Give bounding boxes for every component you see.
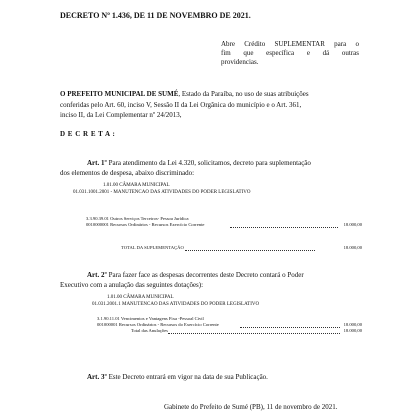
art1-resource-leader — [230, 227, 338, 228]
ementa — [221, 40, 359, 67]
art1-resource: 0010000001 Recursos Ordinários - Recursos Exercício Corrente — [86, 222, 205, 227]
preamble — [60, 89, 360, 121]
art1-line-1: Art. 1º Para atendimento da Lei 4.320, solicitamos, decreto para suplementação — [87, 159, 311, 167]
art2-total-leader — [168, 333, 340, 334]
art3-label: Art. 3º — [87, 373, 107, 381]
ementa-line-1: Abre Crédito SUPLEMENTAR para o — [221, 40, 359, 48]
preamble-line-3: inciso II, da Lei Complementar nº 24/2013, — [60, 111, 182, 119]
art2-resource: 001000001 Recursos Ordinários - Recursos do Exercício Corrente — [97, 322, 219, 327]
art2-line-1: Art. 2º Para fazer face as despesas decorrentes deste Decreto contará o Poder — [87, 271, 304, 279]
art2-unit: 01.031.2001.1 MANUTENCAO DAS ATIVIDADES DO PODER LEGISLATIVO — [92, 302, 260, 307]
art2-total-label: Total das Anulações — [131, 328, 168, 333]
art2-label: Art. 2º — [87, 271, 107, 279]
art1-org: 1.01.00 CÂMARA MUNICIPAL — [103, 183, 170, 188]
art1-resource-value: 18.000,00 — [343, 222, 362, 227]
art2-org: 1.01.00 CÂMARA MUNICIPAL — [107, 295, 174, 300]
art1-element: 3.3.90.39.01 Outros Serviços Terceiros- Pessoa Jurídica — [86, 216, 189, 221]
decree-title: DECRETO Nº 1.436, DE 11 DE NOVEMBRO DE 2021. — [60, 11, 251, 20]
preamble-authority: O PREFEITO MUNICIPAL DE SUMÉ — [60, 90, 179, 98]
art1-total-label: TOTAL DA SUPLEMENTAÇÃO — [121, 245, 184, 250]
decreta-heading: D E C R E T A : — [60, 130, 116, 138]
art2-resource-leader — [240, 327, 340, 328]
art1-total-value: 18.000,00 — [343, 245, 362, 250]
closing-line: Gabinete do Prefeito de Sumé (PB), 11 de novembro de 2021. — [164, 403, 338, 411]
ementa-line-3: providencias. — [221, 58, 259, 66]
ementa-line-2: fim que específica e dá outras — [221, 49, 359, 57]
art1-label: Art. 1º — [87, 159, 107, 167]
art2-resource-value: 18.000,00 — [343, 322, 362, 327]
art2-total-value: 18.000,00 — [343, 328, 362, 333]
art3-line: Art. 3º Este Decreto entrará em vigor na data de sua Publicação. — [87, 373, 268, 381]
art1-line-2: dos elementos de despesa, abaixo discriminado: — [60, 169, 195, 177]
art1-total-leader — [185, 250, 315, 251]
art1-unit: 01.031.1001.2001 - MANUTENCAO DAS ATIVIDADES DO PODER LEGISLATIVO — [73, 190, 251, 195]
art2-line-2: Executivo com a anulação das seguintes dotações): — [60, 281, 204, 289]
preamble-line-2: conferidas pelo Art. 60, inciso V, Sessão II da Lei Orgânica do município e o Art. 361, — [60, 100, 302, 109]
art2-element: 3.1.90.11.01 Vencimentos e Vantagens Fixa -Pessoal Civil — [97, 316, 204, 321]
preamble-line-1: , Estado da Paraíba, no uso de suas atribuições — [178, 90, 309, 98]
